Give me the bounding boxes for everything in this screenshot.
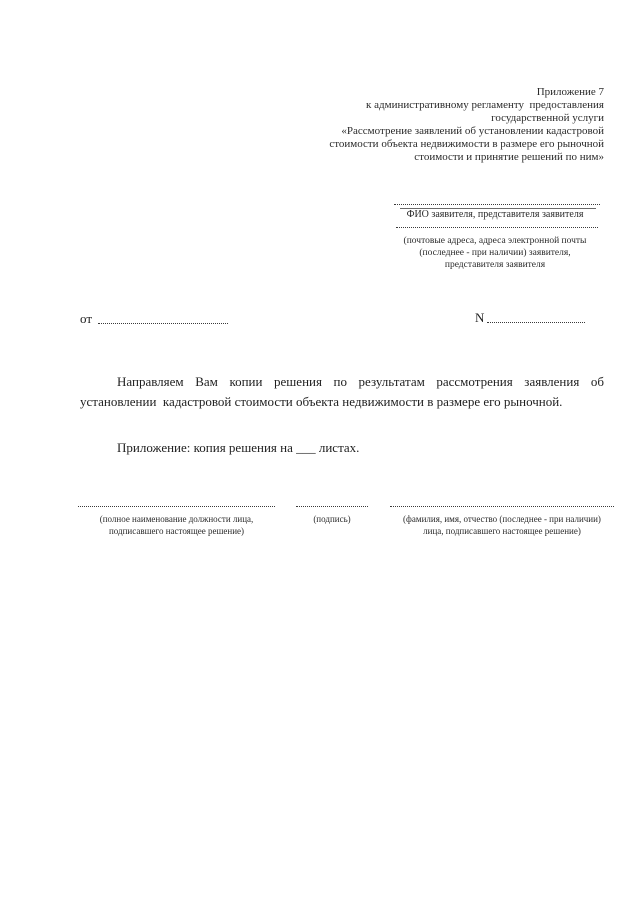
signature-fullname-caption: [390, 513, 614, 537]
signature-sign-caption: [296, 513, 368, 525]
applicant-name-caption: ФИО заявителя, представителя заявителя: [406, 209, 584, 220]
appendix-number: Приложение 7: [536, 86, 604, 98]
body-paragraph-line-1: Направляем Вам копии решения по результатам рассмотрения заявления об: [117, 374, 604, 389]
signature-fullname-caption-line: (фамилия, имя, отчество (последнее - при наличии): [403, 514, 601, 524]
appendix-service-title-3: стоимости и принятие решений по ним»: [414, 151, 604, 163]
appendix-service-ref: государственной услуги: [491, 112, 604, 124]
signature-position-line: [78, 506, 275, 507]
signature-sign-caption-line: (подпись): [313, 514, 351, 524]
signature-position-caption: [78, 513, 275, 537]
signature-fullname-column: [390, 506, 614, 537]
signature-sign-line: [296, 506, 368, 507]
number-blank-line: [487, 322, 585, 323]
appendix-regulation-ref: к административному регламенту предоставления: [366, 99, 604, 111]
signature-fullname-line: [390, 506, 614, 507]
appendix-service-title-1: «Рассмотрение заявлений об установлении кадастровой: [341, 125, 604, 137]
signature-position-caption-line: подписавшего настоящее решение): [108, 526, 245, 536]
body-paragraph-line-2: установлении кадастровой стоимости объекта недвижимости в размере его рыночной.: [80, 394, 563, 409]
applicant-address-line: [396, 227, 598, 228]
appendix-header: [329, 86, 604, 164]
applicant-address-caption-line: (почтовые адреса, адреса электронной почты: [403, 236, 587, 246]
applicant-address-caption-line: представителя заявителя: [444, 260, 546, 270]
number-label: N: [475, 310, 485, 325]
signature-fullname-caption-line: лица, подписавшего настоящее решение): [423, 526, 581, 536]
attachment-note: Приложение: копия решения на ___ листах.: [117, 440, 360, 455]
appendix-service-title-2: стоимости объекта недвижимости в размере его рыночной: [329, 138, 604, 150]
date-blank-line: [98, 323, 228, 324]
signature-sign-column: [296, 506, 368, 525]
signature-position-column: [78, 506, 275, 537]
signature-position-caption-line: (полное наименование должности лица,: [99, 514, 254, 524]
date-from-label: от: [80, 311, 93, 326]
applicant-name-line: [394, 204, 600, 205]
applicant-address-caption: [390, 235, 600, 271]
applicant-address-caption-line: (последнее - при наличии) заявителя,: [419, 248, 571, 258]
